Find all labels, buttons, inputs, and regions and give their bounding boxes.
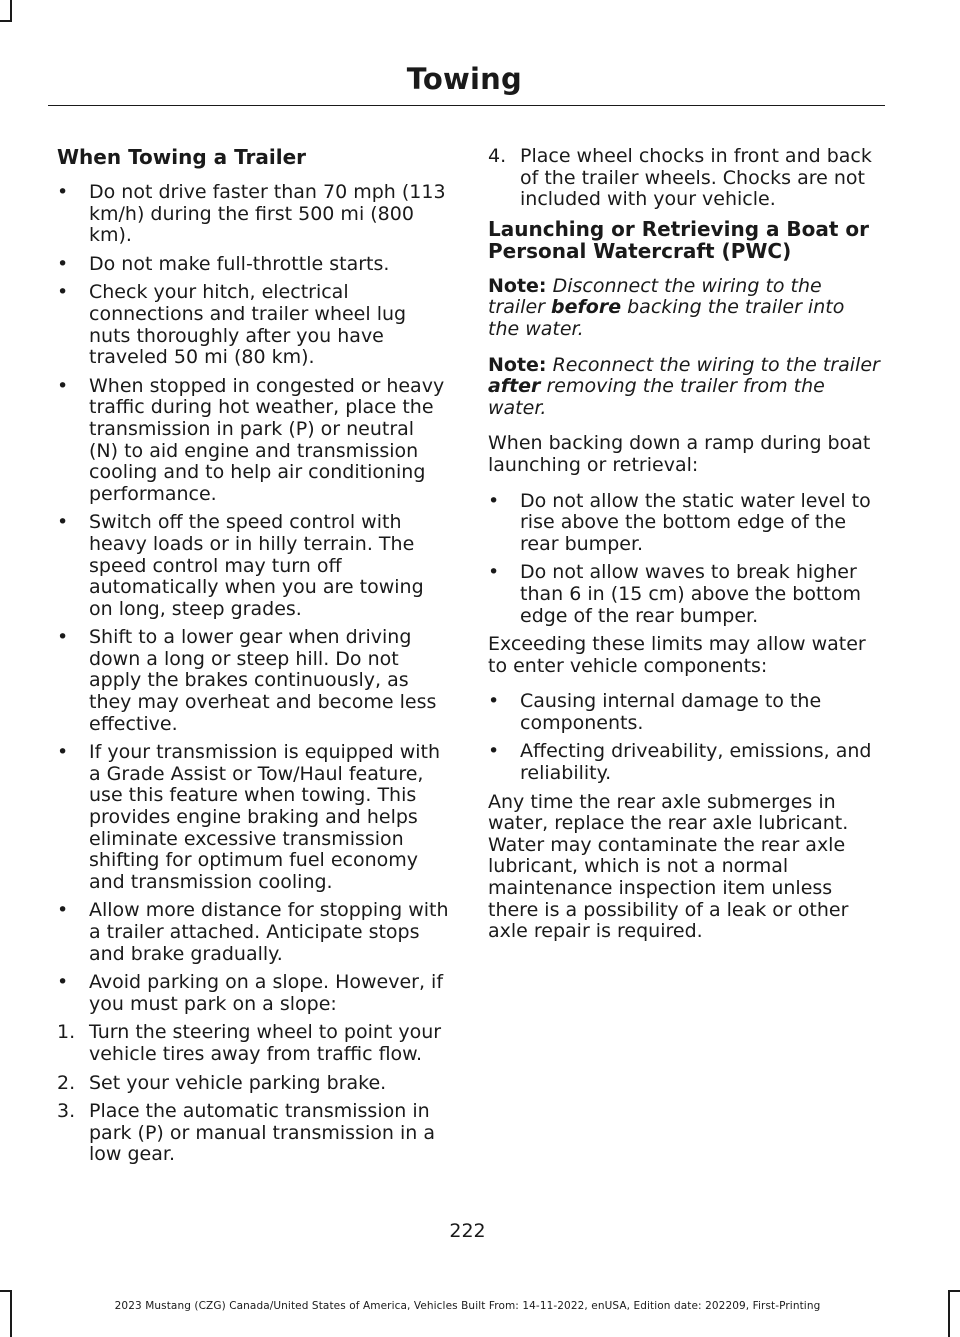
bullet-marker: • <box>488 489 500 512</box>
list-item-text: Do not allow the static water level to rise above the bottom edge of the rear bumper. <box>520 489 871 555</box>
crop-mark-bottom-left-h <box>0 1290 12 1292</box>
step-item <box>488 146 880 211</box>
exceeding-limits-paragraph: Exceeding these limits may allow water to enter vehicle components: <box>488 633 866 677</box>
header-rule <box>48 105 885 106</box>
list-item-text: If your transmission is equipped with a Grade Assist or Tow/Haul feature, use this feature when towing. This provides engine braking and helps eliminate excessive transmission shifting for optimum fuel economy and transmission cooling. <box>89 741 441 893</box>
bullet-marker: • <box>57 252 69 275</box>
edition-info: 2023 Mustang (CZG) Canada/United States of America, Vehicles Built From: 14-11-2022, enUSA, Edition date: 202209, First-Printing <box>114 1300 821 1312</box>
note-reconnect <box>488 355 880 420</box>
parking-steps-list <box>57 1022 449 1166</box>
bullet-marker: • <box>57 374 69 397</box>
step-text: Place the automatic transmission in park (P) or manual transmission in a low gear. <box>89 1100 435 1166</box>
bullet-marker: • <box>57 511 69 534</box>
bullet-marker: • <box>57 971 69 994</box>
right-column <box>488 146 880 957</box>
note-text: Reconnect the wiring to the trailer <box>552 353 880 376</box>
list-item-text: Do not drive faster than 70 mph (113 km/h) during the first 500 mi (800 km). <box>89 181 446 247</box>
crop-mark-top-left-h <box>0 20 12 22</box>
list-item <box>488 691 880 734</box>
towing-bullet-list <box>57 182 449 1015</box>
list-item-text: Do not allow waves to break higher than 6 in (15 cm) above the bottom edge of the rear bumper. <box>520 561 861 627</box>
bullet-marker: • <box>57 899 69 922</box>
crop-mark-bottom-right-h <box>948 1290 960 1292</box>
list-item-text: Do not make full-throttle starts. <box>89 252 390 275</box>
list-item-text: Switch off the speed control with heavy loads or in hilly terrain. The speed control may turn off automatically when you are towing on long, steep grades. <box>89 511 424 620</box>
note-label: Note: <box>488 353 547 376</box>
crop-mark-bottom-right-v <box>948 1290 950 1337</box>
list-item <box>488 491 880 556</box>
step-item <box>57 1022 449 1065</box>
list-item-text: When stopped in congested or heavy traffic during hot weather, place the transmission in park (P) or neutral (N) to aid engine and transmission cooling and to help air conditioning performance. <box>89 374 445 505</box>
step-text: Turn the steering wheel to point your vehicle tires away from traffic flow. <box>89 1021 442 1065</box>
list-item <box>57 900 449 965</box>
section-title: Towing <box>406 62 522 96</box>
step-text: Set your vehicle parking brake. <box>89 1071 387 1094</box>
list-item <box>488 562 880 627</box>
list-item-text: Affecting driveability, emissions, and reliability. <box>520 740 872 785</box>
step-item <box>57 1101 449 1166</box>
list-item <box>57 182 449 247</box>
list-item <box>57 972 449 1015</box>
list-item <box>57 282 449 368</box>
ramp-intro-paragraph: When backing down a ramp during boat launching or retrieval: <box>488 432 871 476</box>
bullet-marker: • <box>57 626 69 649</box>
note-text: backing the trailer into the water. <box>488 296 845 340</box>
bullet-marker: • <box>488 740 500 763</box>
section-heading-boat-launching: Launching or Retrieving a Boat or Personal Watercraft (PWC) <box>488 216 870 263</box>
list-item <box>57 254 449 276</box>
crop-mark-top-left-v <box>10 0 12 22</box>
note-disconnect <box>488 276 880 341</box>
step-number: 2. <box>57 1071 76 1094</box>
list-item-text: Causing internal damage to the components. <box>520 690 822 734</box>
list-item-text: Check your hitch, electrical connections and trailer wheel lug nuts thoroughly after you have traveled 50 mi (80 km). <box>89 281 407 369</box>
list-item <box>57 742 449 893</box>
bullet-marker: • <box>488 690 500 713</box>
note-label: Note: <box>488 274 547 297</box>
bullet-marker: • <box>57 741 69 764</box>
step-number: 1. <box>57 1021 76 1044</box>
crop-mark-bottom-left-v <box>10 1290 12 1337</box>
list-item <box>57 376 449 506</box>
list-item-text: Allow more distance for stopping with a trailer attached. Anticipate stops and brake gradually. <box>89 899 449 965</box>
step-item <box>57 1073 449 1095</box>
list-item <box>488 741 880 784</box>
parking-steps-continued <box>488 146 880 211</box>
note-emphasis: before <box>551 296 622 319</box>
list-item <box>57 512 449 620</box>
list-item-text: Shift to a lower gear when driving down a long or steep hill. Do not apply the brakes continuously, as they may overheat and become less effective. <box>89 626 437 735</box>
page-number: 222 <box>449 1220 486 1242</box>
note-text: removing the trailer from the water. <box>488 375 825 419</box>
section-heading-towing-trailer: When Towing a Trailer <box>57 145 307 169</box>
bullet-marker: • <box>57 181 69 203</box>
bullet-marker: • <box>488 561 500 584</box>
step-text: Place wheel chocks in front and back of the trailer wheels. Chocks are not included with your vehicle. <box>520 145 872 211</box>
left-column <box>57 146 449 1173</box>
list-item <box>57 627 449 735</box>
axle-lubricant-paragraph: Any time the rear axle submerges in water, replace the rear axle lubricant. Water may contaminate the rear axle lubricant, which is not a normal maintenance inspection item unless there is a possibility of a leak or other axle repair is required. <box>488 790 849 943</box>
water-level-bullet-list <box>488 491 880 628</box>
damage-bullet-list <box>488 691 880 784</box>
note-text: Disconnect the wiring to the trailer <box>488 274 822 319</box>
step-number: 4. <box>488 145 507 167</box>
step-number: 3. <box>57 1100 76 1123</box>
list-item-text: Avoid parking on a slope. However, if you must park on a slope: <box>89 971 444 1015</box>
bullet-marker: • <box>57 281 69 304</box>
note-emphasis: after <box>488 375 541 398</box>
